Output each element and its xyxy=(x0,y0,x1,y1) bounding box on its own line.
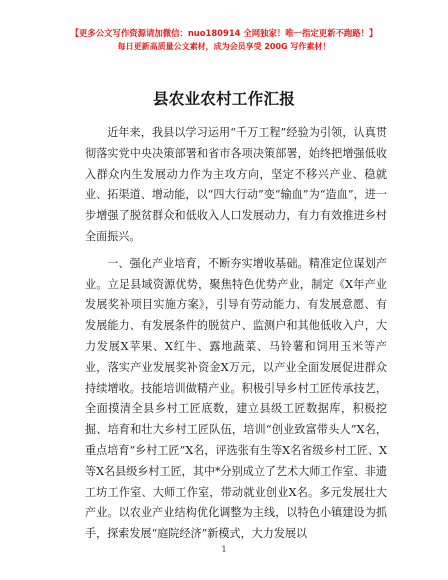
document-body xyxy=(85,123,387,545)
document-title: 县农业农村工作汇报 xyxy=(152,90,296,108)
page-number: 1 xyxy=(221,545,227,554)
body-paragraph-industry: 一、强化产业培育，不断夯实增收基础。精准定位谋划产业。立足县域资源优势，聚焦特色优势产业，制定《X年产业发展奖补项目实施方案》，引导有劳动能力、有发展意愿、有发展能力、有发展条件的脱贫户、监测户和其他低收入户，大力发展X苹果、X红牛、露地蔬菜、马铃薯和饲用玉米等产业，落实产业发展奖补资金X万元，以产业全面发展促进群众持续增收。技能培训做精产业。积极引导乡村工匠传承技艺，全面摸清全县乡村工匠底数，建立县级工匠数据库，积极挖掘、培育和壮大乡村工匠队伍，培训“创业致富带头人”X名，重点培育“乡村工匠”X名，评选张有生等X名省级乡村工匠、X等X名县级乡村工匠，其中*分别成立了艺术大师工作室、非遗工坊工作室、大师工作室，带动就业创业X名。多元发展壮大产业。以农业产业结构优化调整为主线，以特色小镇建设为抓手，探索发展“庭院经济”新模式，大力发展以 xyxy=(85,256,387,541)
promo-banner-line1: 【更多公文写作资源请加微信：nuo180914 全网独家！唯一指定更新不跑路！】 xyxy=(70,28,378,38)
promo-banner xyxy=(0,27,448,53)
promo-banner-line2: 每日更新高质量公文素材，成为会员享受 200G 写作素材！ xyxy=(117,42,331,51)
body-paragraph-intro: 近年来，我县以学习运用“千万工程”经验为引领，认真贯彻落实党中央决策部署和省市各项决策部署，始终把增强低收入群众内生发展动力作为主攻方向，坚定不移兴产业、稳就业、拓渠道、增动能，以“四大行动”变“输血”为“造血”，进一步增强了脱贫群众和低收入人口发展动力，有力有效推进乡村全面振兴。 xyxy=(85,126,387,243)
